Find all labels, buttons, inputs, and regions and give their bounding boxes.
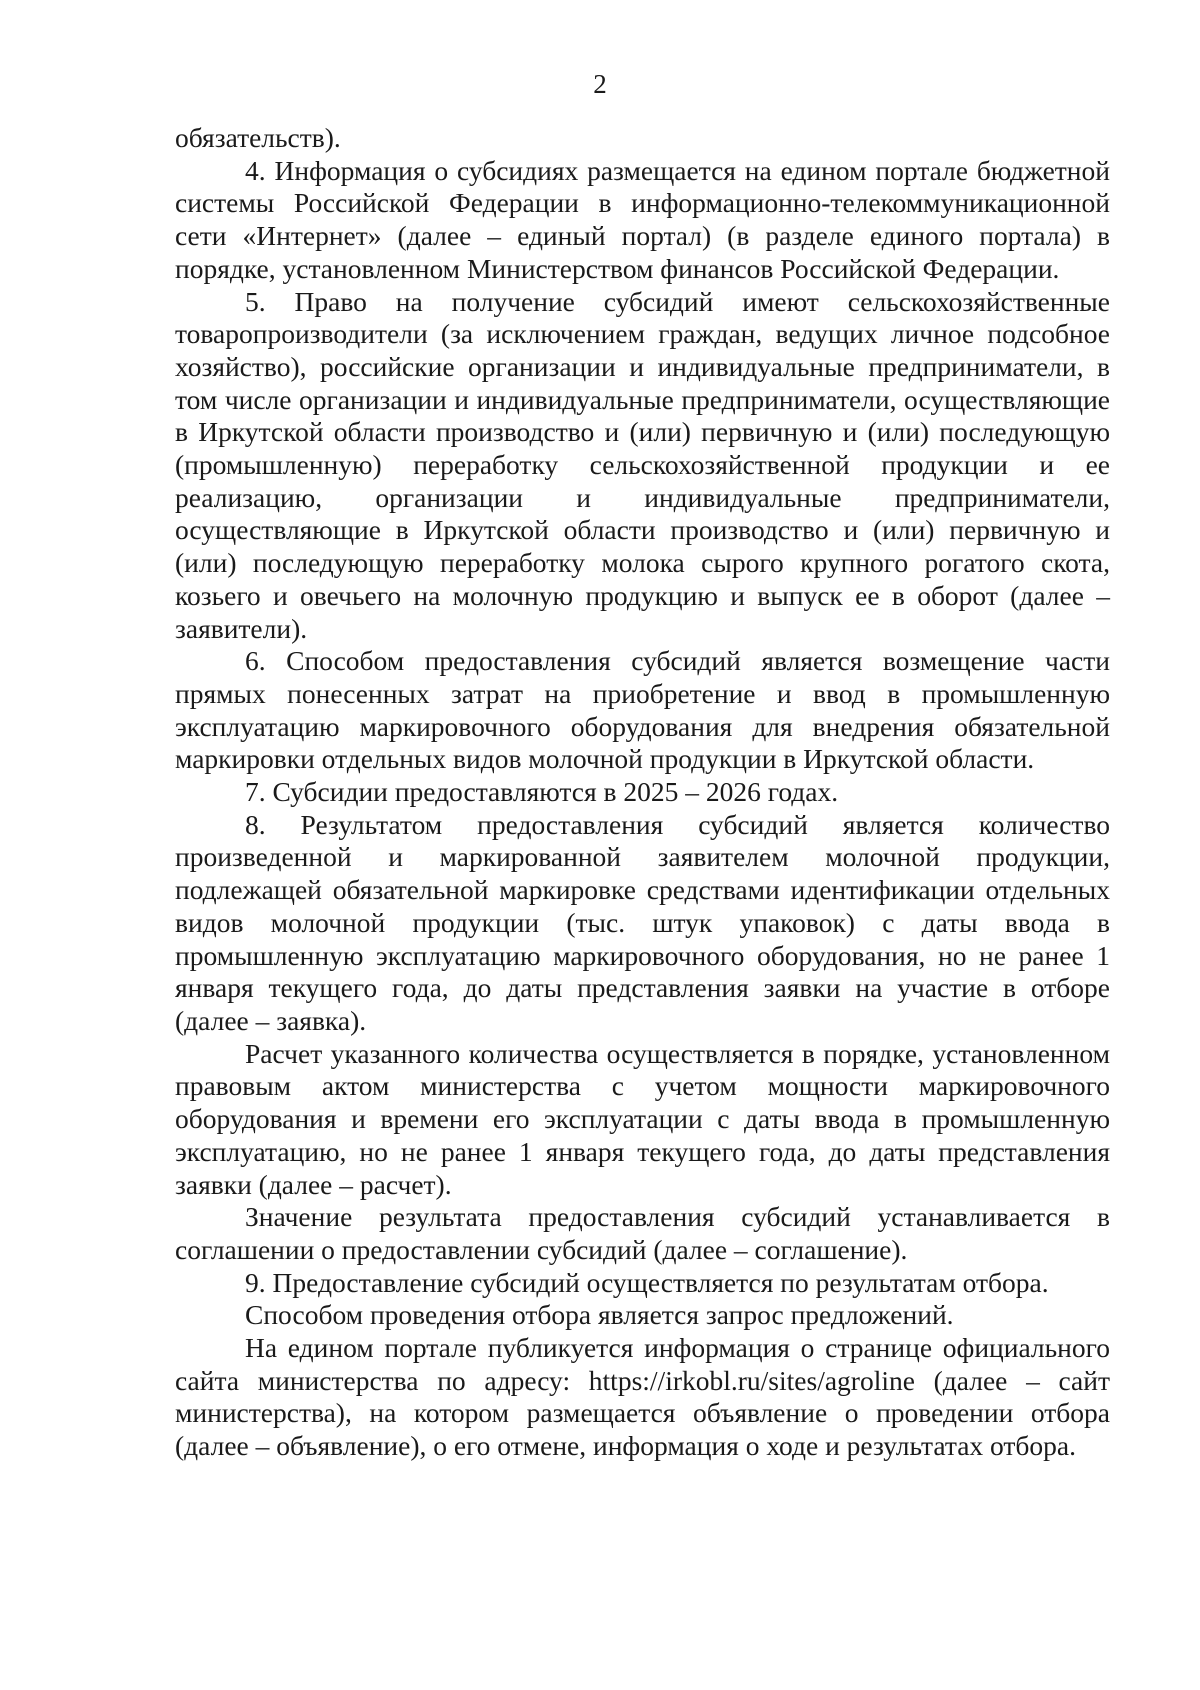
paragraph-portal-info: На едином портале публикуется информация о странице официального сайта министерства по адресу: https://irkobl.ru/sites/agroline (далее – сайт министерства), на котором размещается объявление о проведении отбора (далее – объявление), о его отмене, информация о ходе и результатах отбора. [175, 1332, 1110, 1462]
paragraph-item-8: 8. Результатом предоставления субсидий является количество произведенной и маркированной заявителем молочной продукции, подлежащей обязательной маркировке средствами идентификации отдельных видов молочной продукции (тыс. штук упаковок) с даты ввода в промышленную эксплуатацию маркировочного оборудования, но не ранее 1 января текущего года, до даты представления заявки на участие в отборе (далее – заявка). [175, 808, 1110, 1036]
paragraph-item-4: 4. Информация о субсидиях размещается на едином портале бюджетной системы Российской Федерации в информационно-телекоммуникационной сети «Интернет» (далее – единый портал) (в разделе единого портала) в порядке, установленном Министерством финансов Российской Федерации. [175, 154, 1110, 284]
page-number: 2 [593, 69, 607, 99]
paragraph-selection-method: Способом проведения отбора является запрос предложений. [245, 1299, 954, 1331]
paragraph-item-9: 9. Предоставление субсидий осуществляется по результатам отбора. [245, 1266, 1049, 1298]
paragraph-calculation: Расчет указанного количества осуществляется в порядке, установленном правовым актом министерства с учетом мощности маркировочного оборудования и времени его эксплуатации с даты ввода в промышленную эксплуатацию, но не ранее 1 января текущего года, до даты представления заявки (далее – расчет). [175, 1037, 1110, 1200]
paragraph-item-5: 5. Право на получение субсидий имеют сельскохозяйственные товаропроизводители (за исключением граждан, ведущих личное подсобное хозяйство), российские организации и индивидуальные предприниматели, в том числе организации и индивидуальные предприниматели, осуществляющие в Иркутской области производство и (или) первичную и (или) последующую (промышленную) переработку сельскохозяйственной продукции и ее реализацию, организации и индивидуальные предприниматели, осуществляющие в Иркутской области производство и (или) первичную и (или) последующую переработку молока сырого крупного рогатого скота, козьего и овечьего на молочную продукцию и выпуск ее в оборот (далее – заявители). [175, 285, 1110, 644]
paragraph-continuation: обязательств). [175, 122, 341, 153]
paragraph-item-7: 7. Субсидии предоставляются в 2025 – 2026 годах. [245, 776, 839, 808]
document-body [175, 122, 1110, 1463]
paragraph-item-6: 6. Способом предоставления субсидий является возмещение части прямых понесенных затрат на приобретение и ввод в промышленную эксплуатацию маркировочного оборудования для внедрения обязательной маркировки отдельных видов молочной продукции в Иркутской области. [175, 645, 1110, 775]
paragraph-result-value: Значение результата предоставления субсидий устанавливается в соглашении о предоставлении субсидий (далее – соглашение). [175, 1201, 1110, 1265]
